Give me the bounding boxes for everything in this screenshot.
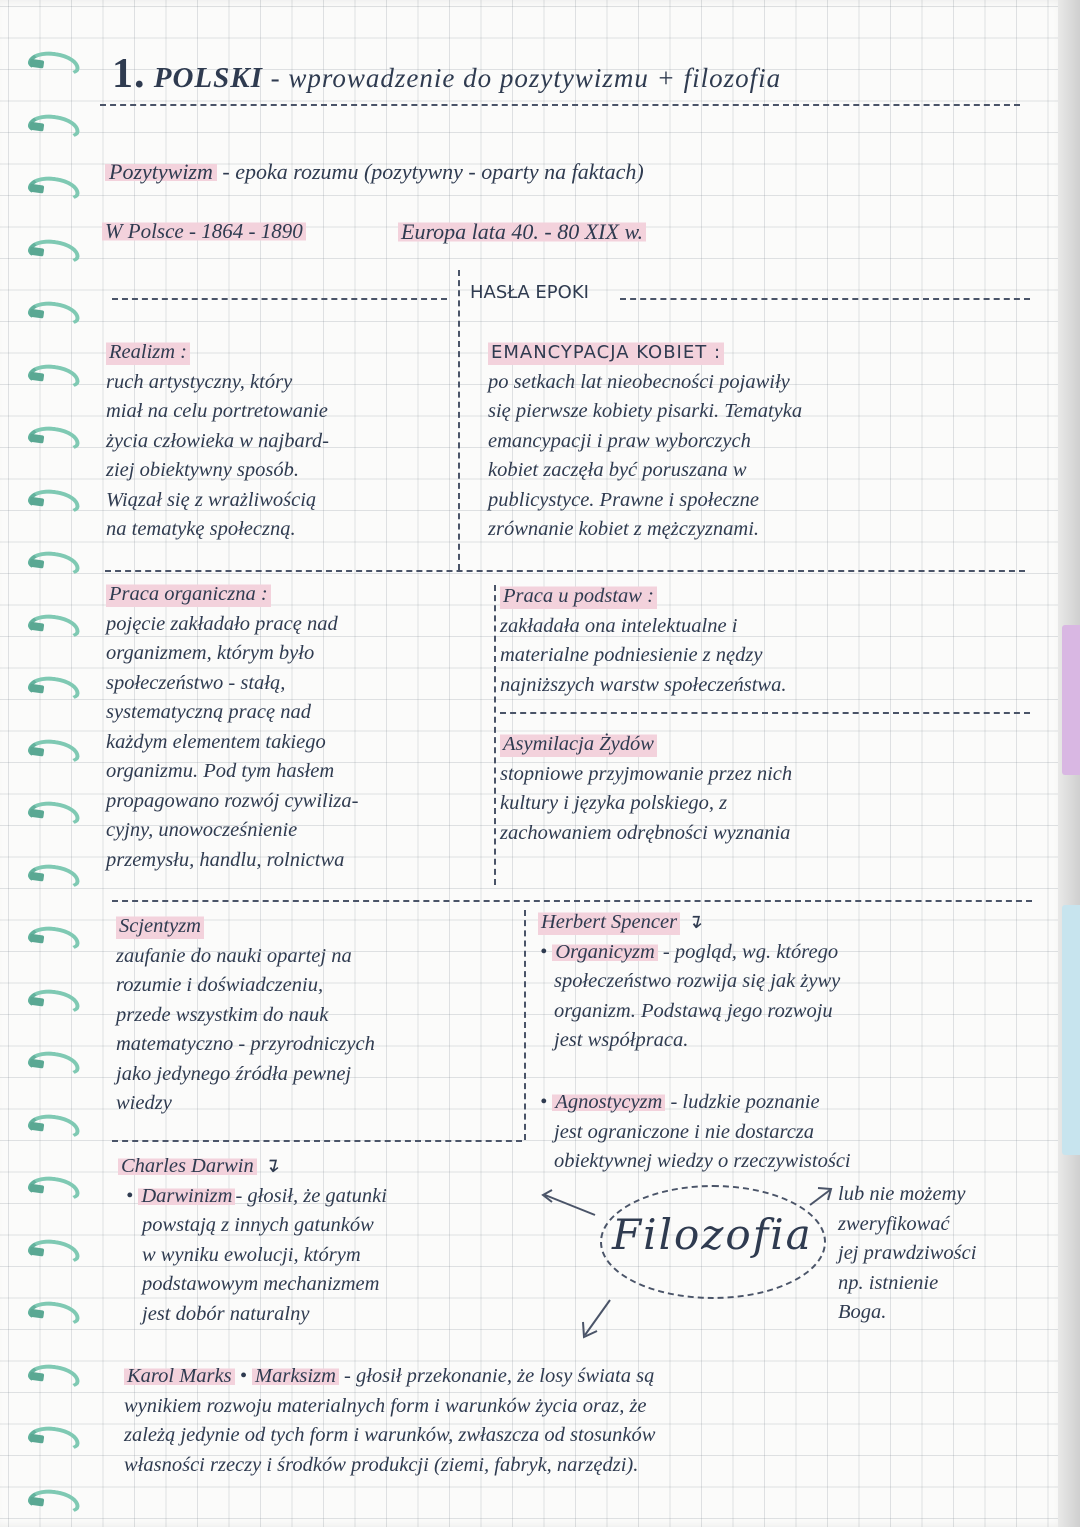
text-line: matematyczno - przyrodniczych [116,1033,375,1055]
text-line: obiektywnej wiedzy o rzeczywistości [554,1150,851,1172]
text-line: ziej obiektywny sposób. [106,459,300,481]
text-line: systematyczną pracę nad [106,701,311,723]
text-line: powstają z innych gatunków [142,1214,374,1236]
text-line: się pierwsze kobiety pisarki. Tematyka [488,400,803,422]
arrow-down-icon: ↴ [261,1155,280,1177]
asymilacja-heading: Asymilacja Żydów [500,730,657,760]
filozofia-label: Filozofia [612,1210,813,1259]
emancypacja-heading: EMANCYPACJA KOBIET : [488,338,724,368]
text-line: przemysłu, handlu, rolnictwa [106,848,345,871]
text-line: podstawowym mechanizmem [142,1273,380,1295]
text-line: najniższych warstw społeczeństwa. [500,673,787,696]
spencer-heading: Herbert Spencer [538,908,680,938]
darwin-block: Charles Darwin ↴ • Darwinizm - głosił, że gatunki powstają z innych gatunków w wyniku ewolucji, którym podstawowym mechanizmem jest dobór naturalny [118,1152,387,1329]
text-line: jako jedynego źródła pewnej [116,1062,352,1085]
text-line: Boga. [838,1301,887,1323]
title-subject: POLSKI [153,62,263,94]
text-line: organizm. Podstawą jego rozwoju [554,999,833,1022]
text-line: każdym elementem takiego [106,730,326,753]
text-line: społeczeństwo - stałą, [106,671,286,694]
text-line: cyjny, unowocześnienie [106,819,298,841]
text-line: pojęcie zakładało pracę nad [106,612,338,635]
text-line: organizmem, którym było [106,642,315,664]
organicyzm-def-0: - pogląd, wg. którego [662,940,839,963]
intro-europe-text: Europa lata 40. - 80 XIX w. [398,219,646,244]
praca-organiczna-heading: Praca organiczna : [106,580,271,610]
marks-def-0: - głosił przekonanie, że losy świata są [344,1365,655,1387]
text-line: propagowano rozwój cywiliza- [106,789,359,812]
spencer-block: Herbert Spencer ↴ • Organicyzm - pogląd, wg. którego społeczeństwo rozwija się jak żywy organizm. Podstawą jego rozwoju jest współpraca. [538,908,840,1056]
text-line: emancypacji i praw wyborczych [488,429,751,452]
text-line: w wyniku ewolucji, którym [142,1243,361,1266]
text-line: materialne podniesienie z nędzy [500,644,763,666]
text-line: jest ograniczone i nie dostarcza [554,1120,815,1143]
text-line: zaufanie do nauki opartej na [116,944,352,967]
text-line: przede wszystkim do nauk [116,1003,329,1026]
organicyzm-term: Organicyzm [552,941,657,963]
text-line: rozumie i doświadczeniu, [116,974,324,996]
marks-lines [124,1392,655,1481]
text-line: miał na celu portretowanie [106,400,328,422]
intro-definition: - epoka rozumu (pozytywny - oparty na faktach) [222,159,644,184]
marks-heading: Karol Marks [124,1365,235,1387]
arrow-up-right-icon [810,1190,830,1205]
text-line: kobiet zaczęła być poruszana w [488,459,747,481]
title-number: 1. [112,51,146,97]
text-line: zrównanie kobiet z mężczyznami. [488,518,760,540]
marks-block: Karol Marks • Marksizm - głosił przekonanie, że losy świata są wynikiem rozwoju materialnych form i warunków życia oraz, że zależą jedynie od tych form i warunków, zwłaszcza od stosunków własności rzeczy i środków produkcji (ziemi, fabryk, narzędzi). [124,1362,655,1480]
intro-poland-text: W Polsce - 1864 - 1890 [102,219,306,243]
text-line: np. istnienie [838,1271,939,1294]
text-line: Wiązał się z wrażliwością [106,488,317,511]
text-line: wiedzy [116,1092,172,1114]
arrow-down-icon: ↴ [685,911,702,933]
title-rest: - wprowadzenie do pozytywizmu + filozofia [262,63,782,93]
arrow-left-icon [545,1195,595,1215]
agnostycyzm-block: • Agnostycyzm - ludzkie poznanie jest ograniczone i nie dostarcza obiektywnej wiedzy o rzeczywistości [538,1088,851,1177]
darwin-def-0: - głosił, że gatunki [235,1184,387,1207]
text-line: jej prawdziwości [838,1242,977,1264]
text-line: ruch artystyczny, który [106,370,293,393]
text-line: jest dobór naturalny [142,1302,310,1325]
text-line: życia człowieka w najbard- [106,429,329,452]
text-line: lub nie możemy [838,1183,966,1205]
text-line: stopniowe przyjmowanie przez nich [500,762,793,785]
realizm-heading: Realizm : [106,338,190,368]
arrow-down-left-icon [585,1300,610,1335]
text-line: publicystyce. Prawne i społeczne [488,488,759,511]
scjentyzm-heading: Scjentyzm [116,912,204,942]
text-line: własności rzeczy i środków produkcji (ziemi, fabryk, narzędzi). [124,1453,639,1476]
text-line: zachowaniem odrębności wyznania [500,821,791,844]
text-line: wynikiem rozwoju materialnych form i warunków życia oraz, że [124,1394,647,1417]
text-line: społeczeństwo rozwija się jak żywy [554,970,841,992]
intro-term: Pozytywizm [105,159,217,184]
text-line: kultury i języka polskiego, z [500,792,728,814]
text-line: zakładała ona intelektualne i [500,614,738,637]
darwinizm-term: Darwinizm [138,1185,235,1207]
text-line: zależą jedynie od tych form i warunków, zwłaszcza od stosunków [124,1424,656,1446]
marksizm-term: Marksizm [252,1365,339,1387]
darwin-heading: Charles Darwin [118,1155,257,1177]
praca-u-podstaw-heading: Praca u podstaw : [500,582,657,612]
text-line: organizmu. Pod tym hasłem [106,760,335,782]
text-line: jest współpraca. [554,1029,689,1051]
slogans-header: HASŁA EPOKI [470,282,589,303]
text-line: na tematykę społeczną. [106,518,296,540]
text-line: zweryfikować [838,1212,950,1235]
agnostycyzm-def-0: - ludzkie poznanie [670,1091,820,1113]
text-line: po setkach lat nieobecności pojawiły [488,370,790,393]
agnostycyzm-term: Agnostycyzm [552,1091,665,1113]
